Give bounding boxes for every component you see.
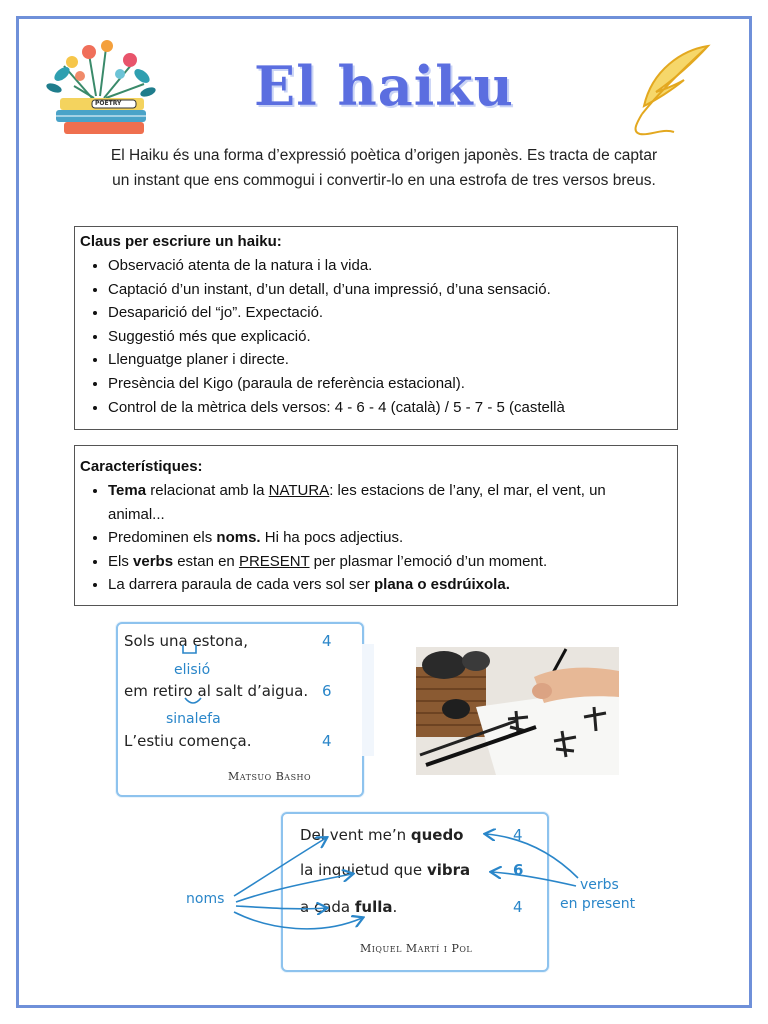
poem-card-shadow [362,644,374,756]
poem2-line3 [300,898,397,916]
claus-list [80,254,671,419]
sinalefa-mark [182,696,204,708]
sinalefa-note: sinalefa [166,711,221,727]
list-item: • Observació atenta de la natura i la vida. [108,254,671,278]
text: Predominen els [108,529,217,547]
calligraphy-photo [416,647,619,775]
list-item [108,573,631,597]
list-item: • Desaparició del “jo”. Expectació. [108,301,671,325]
poem2-line2 [300,861,470,879]
caracteristiques-box [74,445,678,606]
claus-box [74,226,678,430]
poem2-count-1: 4 [513,826,523,844]
text: a cada [300,898,355,916]
poem1-line3: L’estiu comença. [124,732,252,750]
poem1-count-3: 4 [322,732,332,750]
text: Hi ha pocs adjectius. [260,529,404,547]
bold-text: quedo [410,826,464,844]
poem1-author: Matsuo Basho [228,770,312,783]
elision-mark [180,644,200,658]
poem2-line1 [300,826,464,844]
poem1-line2: em retiro al salt d’aigua. [124,682,309,700]
caracteristiques-heading: Característiques: [80,458,203,475]
text: : les estacions de l’any, el mar, el vent, un animal... [108,482,606,523]
poem1-count-2: 6 [322,682,332,700]
text: relacionat amb la [146,482,269,499]
poem2-author: Miquel Martí i Pol [360,942,473,955]
en-present-note: en present [560,896,636,912]
text: . [392,898,398,916]
list-item: • Suggestió més que explicació. [108,325,671,349]
list-item: • Llenguatge planer i directe. [108,348,671,372]
list-item: • Captació d’un instant, d’un detall, d’una impressió, d’una sensació. [108,278,671,302]
intro-paragraph: El Haiku és una forma d’expressió poètica d’origen japonès. Es tracta de captar un instant que ens commogui i convertir-lo en una estrofa de tres versos breus. [110,147,658,189]
text: Els [108,552,134,570]
caracteristiques-list [80,479,671,597]
page-title: El haiku [254,54,514,118]
elisio-note: elisió [174,662,211,678]
bold-text: noms. [216,529,261,547]
underlined-text: NATURA [268,482,330,499]
text: la inquietud que [300,861,427,879]
list-item [108,526,631,550]
text: estan en [173,552,239,570]
claus-heading: Claus per escriure un haiku: [80,233,282,250]
text: Sols una [124,632,193,650]
book-label: POETRY [95,100,122,107]
list-item [108,479,631,526]
list-item: • Control de la mètrica dels versos: 4 - 6 - 4 (català) / 5 - 7 - 5 (castellà [108,396,671,420]
list-item: • Presència del Kigo (paraula de referència estacional). [108,372,671,396]
text: per plasmar l’emoció d’un moment. [309,552,548,570]
verbs-note: verbs [580,877,619,893]
text: Del vent me’n [300,826,411,844]
poem2-count-2: 6 [513,861,524,879]
bold-text: fulla [354,898,393,916]
poem1-count-1: 4 [322,632,332,650]
text: La darrera paraula de cada vers sol ser [108,576,374,594]
list-item [108,550,631,574]
noms-note: noms [186,891,225,907]
underlined-text: PRESENT [238,552,310,570]
bold-text: verbs [133,552,174,570]
bold-text: vibra [426,861,471,879]
bold-text: plana o esdrúixola. [373,576,510,594]
bold-text: Tema [108,482,147,499]
poem2-count-3: 4 [513,898,523,916]
text: estona, [192,632,249,650]
